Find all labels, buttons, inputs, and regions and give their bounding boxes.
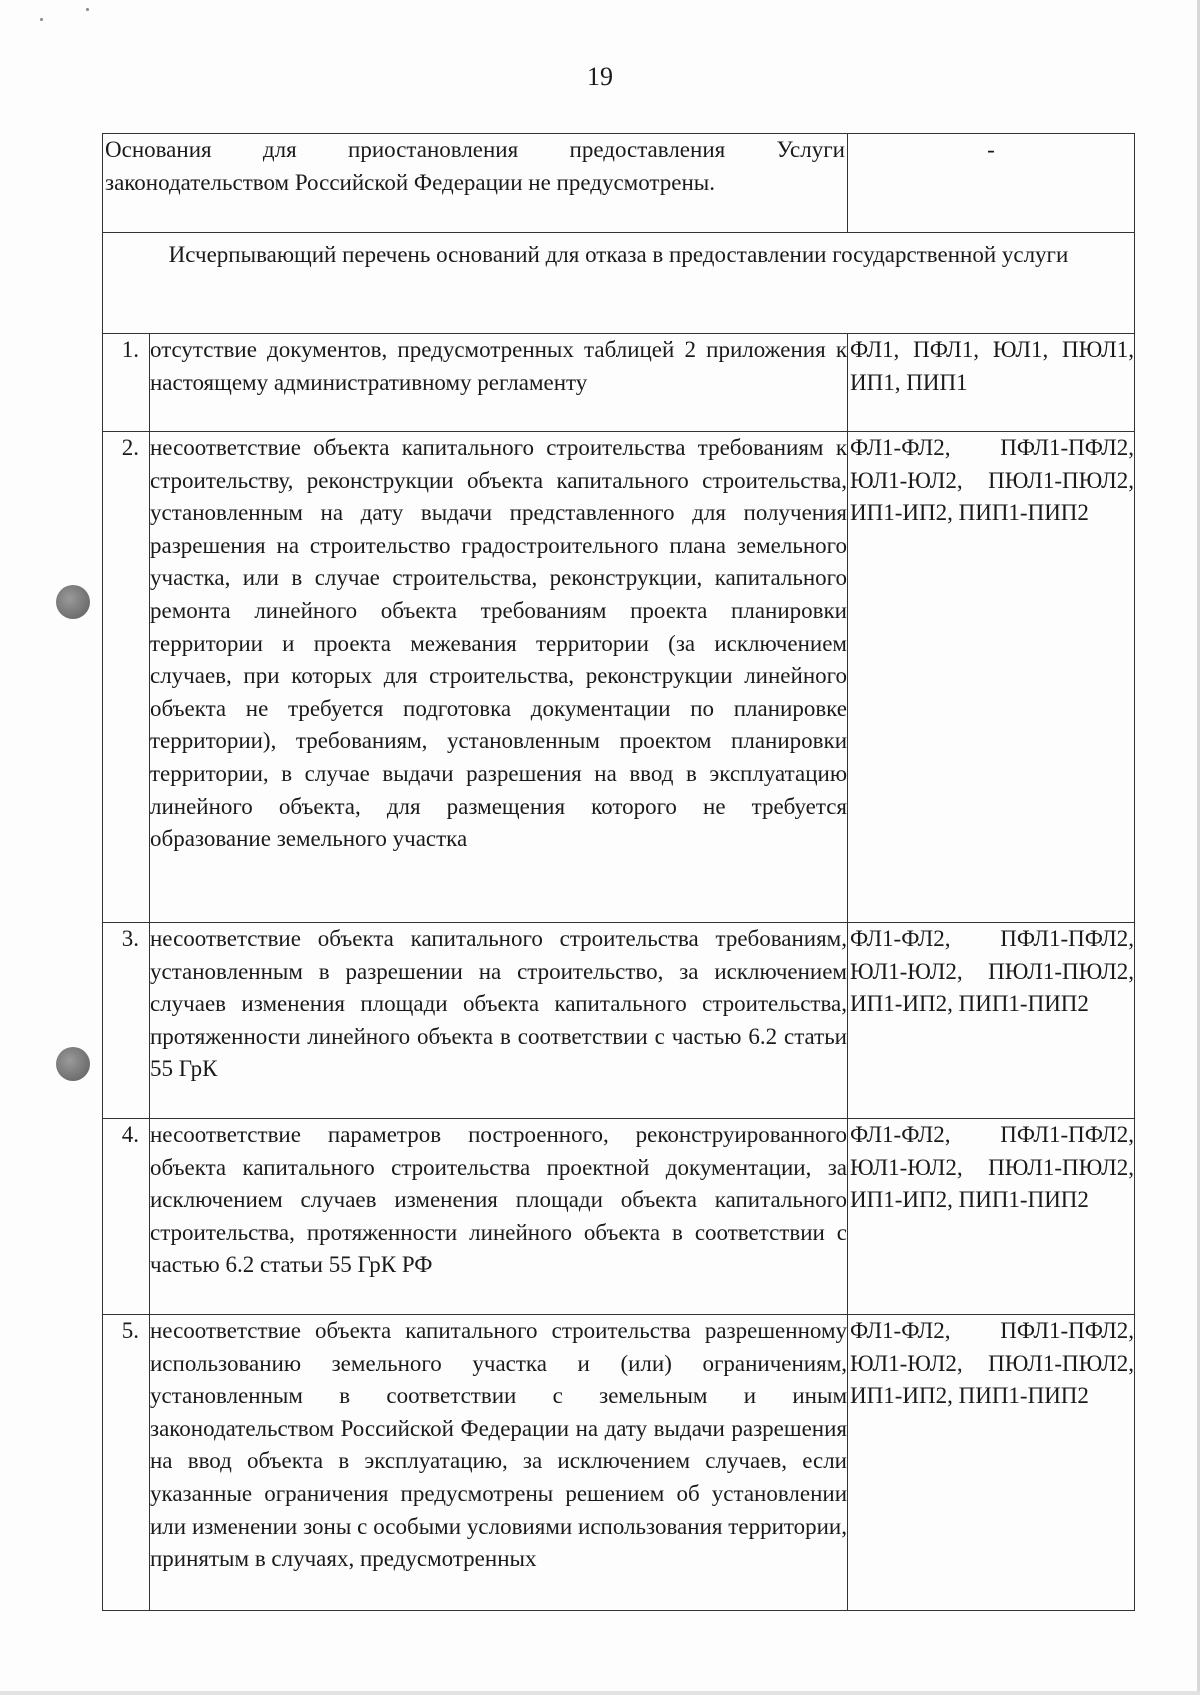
scan-speck <box>40 18 43 21</box>
row-number: 2. <box>103 432 150 923</box>
grounds-table <box>102 133 1135 1611</box>
suspension-text: Основания для приостановления предоставления Услуги законодательством Российской Федерации не предусмотрены. <box>103 134 848 233</box>
row-number: 5. <box>103 1315 150 1611</box>
row-codes: ФЛ1, ПФЛ1, ЮЛ1, ПЮЛ1, ИП1, ПИП1 <box>848 334 1135 432</box>
page-bottom-edge <box>0 1691 1200 1695</box>
page-number: 19 <box>587 62 613 91</box>
table-row <box>103 923 1135 1119</box>
row-codes: ФЛ1-ФЛ2, ПФЛ1-ПФЛ2, ЮЛ1-ЮЛ2, ПЮЛ1-ПЮЛ2, ИП1-ИП2, ПИП1-ПИП2 <box>848 1315 1135 1611</box>
row-codes: ФЛ1-ФЛ2, ПФЛ1-ПФЛ2, ЮЛ1-ЮЛ2, ПЮЛ1-ПЮЛ2, ИП1-ИП2, ПИП1-ПИП2 <box>848 923 1135 1119</box>
punch-hole-mark <box>56 585 90 619</box>
table-row <box>103 1119 1135 1315</box>
row-number: 3. <box>103 923 150 1119</box>
scan-speck <box>86 8 89 11</box>
row-number: 4. <box>103 1119 150 1315</box>
suspension-row <box>103 134 1135 233</box>
row-text: отсутствие документов, предусмотренных таблицей 2 приложения к настоящему административному регламенту <box>150 334 848 432</box>
row-text: несоответствие параметров построенного, реконструированного объекта капитального строительства проектной документации, за исключением случаев изменения площади объекта капитального строительства, протяженности линейного объекта в соответствии с частью 6.2 статьи 55 ГрК РФ <box>150 1119 848 1315</box>
refusal-heading: Исчерпывающий перечень оснований для отказа в предоставлении государственной услуги <box>103 233 1135 334</box>
row-text: несоответствие объекта капитального строительства разрешенному использованию земельного участка и (или) ограничениям, установленным в соответствии с земельным и иным законодательством Российской Федерации на дату выдачи разрешения на ввод объекта в эксплуатацию, за исключением случаев, если указанные ограничения предусмотрены решением об установлении или изменении зоны с особыми условиями использования территории, принятым в случаях, предусмотренных <box>150 1315 848 1611</box>
suspension-value: - <box>848 134 1135 233</box>
row-text: несоответствие объекта капитального строительства требованиям, установленным в разрешении на строительство, за исключением случаев изменения площади объекта капитального строительства, протяженности линейного объекта в соответствии с частью 6.2 статьи 55 ГрК <box>150 923 848 1119</box>
refusal-heading-row <box>103 233 1135 334</box>
row-text: несоответствие объекта капитального строительства требованиям к строительству, реконструкции объекта капитального строительства, установленным на дату выдачи представленного для получения разрешения на строительство градостроительного плана земельного участка, или в случае строительства, реконструкции, капитального ремонта линейного объекта требованиям проекта планировки территории и проекта межевания территории (за исключением случаев, при которых для строительства, реконструкции линейного объекта не требуется подготовка документации по планировке территории), требованиям, установленным проектом планировки территории, в случае выдачи разрешения на ввод в эксплуатацию линейного объекта, для размещения которого не требуется образование земельного участка <box>150 432 848 923</box>
row-number: 1. <box>103 334 150 432</box>
row-codes: ФЛ1-ФЛ2, ПФЛ1-ПФЛ2, ЮЛ1-ЮЛ2, ПЮЛ1-ПЮЛ2, ИП1-ИП2, ПИП1-ПИП2 <box>848 432 1135 923</box>
table-row <box>103 432 1135 923</box>
table-row <box>103 1315 1135 1611</box>
row-codes: ФЛ1-ФЛ2, ПФЛ1-ПФЛ2, ЮЛ1-ЮЛ2, ПЮЛ1-ПЮЛ2, ИП1-ИП2, ПИП1-ПИП2 <box>848 1119 1135 1315</box>
table-row <box>103 334 1135 432</box>
punch-hole-mark <box>56 1047 90 1081</box>
